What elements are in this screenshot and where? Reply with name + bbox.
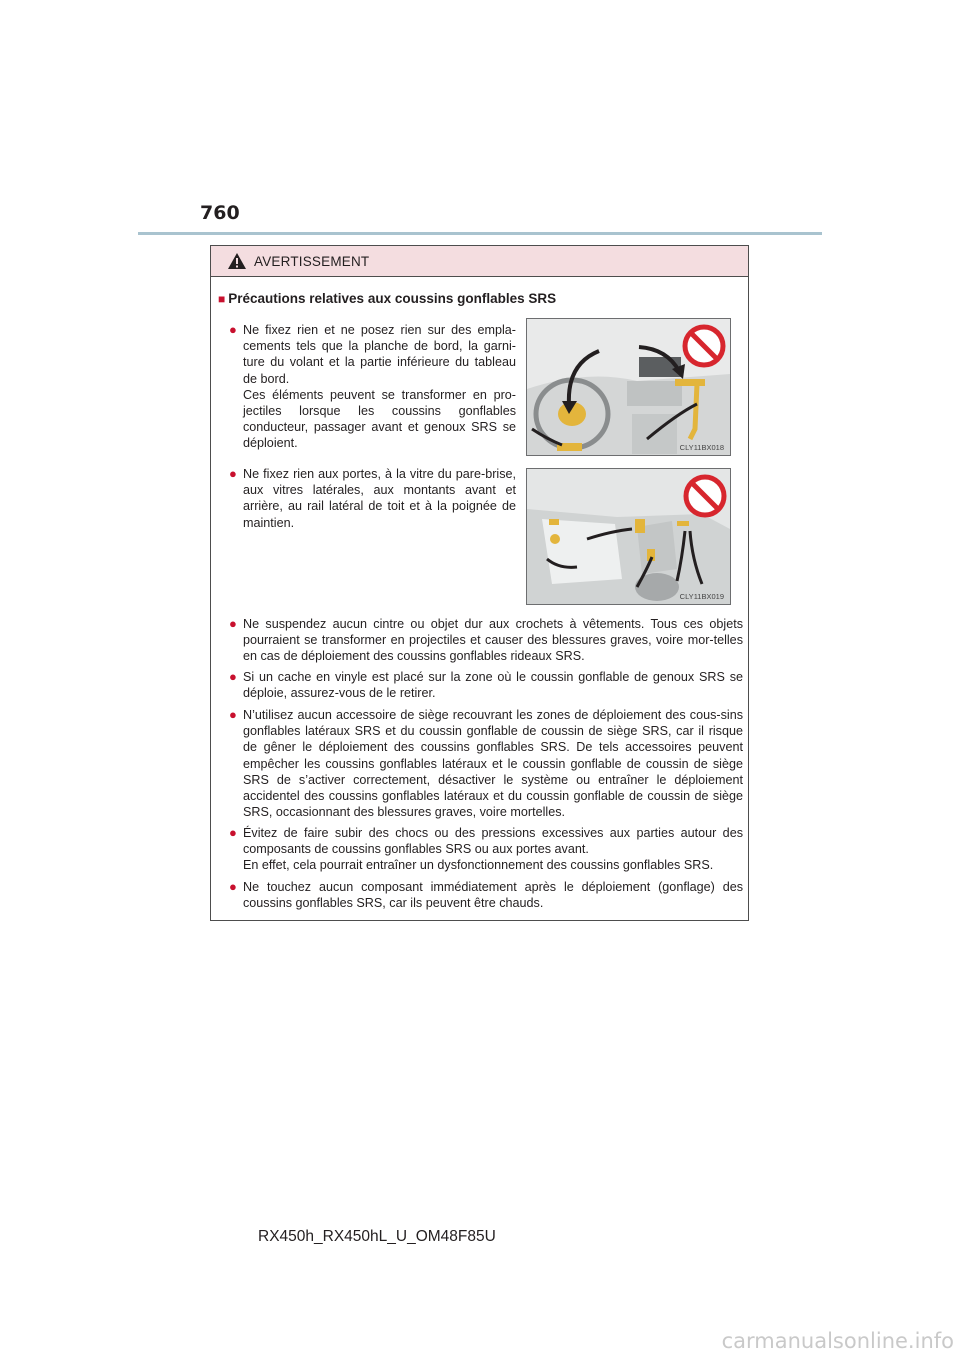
bullet-dot-icon: ● [229, 616, 237, 631]
bullet-item [229, 707, 743, 820]
bullet-dot-icon: ● [229, 669, 237, 684]
bullet-dot-icon: ● [229, 707, 237, 722]
bullet-item [229, 825, 743, 874]
door-illustration [526, 468, 731, 605]
page-number: 760 [200, 202, 240, 224]
bullet-text: Si un cache en vinyle est placé sur la zone où le coussin gonflable de genoux SRS se déploie, assurez-vous de le retirer. [243, 670, 743, 701]
header-rule [138, 232, 822, 235]
no-symbol-icon [685, 327, 723, 365]
bullet-text: Ne fixez rien aux portes, à la vitre du pare-brise, aux vitres latérales, aux montants avant et arrière, au rail latéral de toit et à la poignée de maintien. [243, 467, 516, 530]
bullet-text: Évitez de faire subir des chocs ou des pressions excessives aux parties autour des composants de coussins gonflables SRS ou aux portes avant. [243, 826, 743, 857]
bullet-extra-text: Ces éléments peuvent se transformer en pro-jectiles lorsque les coussins gonflables conducteur, passager avant et genoux SRS se déploient. [243, 387, 516, 451]
warning-title: AVERTISSEMENT [254, 253, 370, 269]
bullet-item [229, 669, 743, 701]
warning-box [210, 245, 749, 921]
bullet-dot-icon: ● [229, 825, 237, 840]
warning-triangle-icon [227, 252, 247, 270]
dashboard-illustration [526, 318, 731, 456]
figure-code: CLY11BX018 [679, 443, 724, 452]
figure-code: CLY11BX019 [679, 592, 724, 601]
document-code-footer: RX450h_RX450hL_U_OM48F85U [258, 1228, 496, 1245]
bullet-text: Ne touchez aucun composant immédiatement après le déploiement (gonflage) des coussins gonflables SRS, car ils peuvent être chauds. [243, 880, 743, 911]
bullet-item [229, 616, 743, 665]
bullet-text: N’utilisez aucun accessoire de siège recouvrant les zones de déploiement des cous-sins gonflables latéraux SRS et du coussin gonflable de coussin de siège SRS, car il risque de gêner le déploiement des coussins gonflables SRS. De tels accessoires peuvent empêcher les coussins gonflables latéraux et le coussin gonflable de coussin de siège SRS de s’activer correctement, désactiver le système ou entraîner le déploiement accidentel des coussins gonflables latéraux et du coussin gonflable de coussin de siège SRS, occasionnant des blessures graves, voire mortelles. [243, 708, 743, 820]
warning-header [211, 246, 748, 277]
bullet-extra-text: En effet, cela pourrait entraîner un dysfonctionnement des coussins gonflables SRS. [243, 858, 714, 873]
bullet-text: Ne suspendez aucun cintre ou objet dur aux crochets à vêtements. Tous ces objets pourraient se transformer en projectiles et causer des blessures graves, voire mor-telles en cas de déploiement des coussins gonflables rideaux SRS. [243, 617, 743, 664]
square-bullet-icon: ■ [218, 292, 226, 306]
bullet-item [229, 322, 516, 452]
bullet-item [229, 466, 516, 531]
bullet-text: Ne fixez rien et ne posez rien sur des empla-cements tels que la planche de bord, la garni-ture du volant et la partie inférieure du tableau de bord. [243, 323, 516, 386]
bullet-dot-icon: ● [229, 466, 237, 481]
no-symbol-icon [686, 477, 724, 515]
watermark: carmanualsonline.info [721, 1329, 954, 1353]
bullet-dot-icon: ● [229, 879, 237, 894]
bullet-item [229, 879, 743, 911]
bullet-dot-icon: ● [229, 322, 237, 337]
section-heading: ■ Précautions relatives aux coussins gonflables SRS [218, 291, 557, 306]
